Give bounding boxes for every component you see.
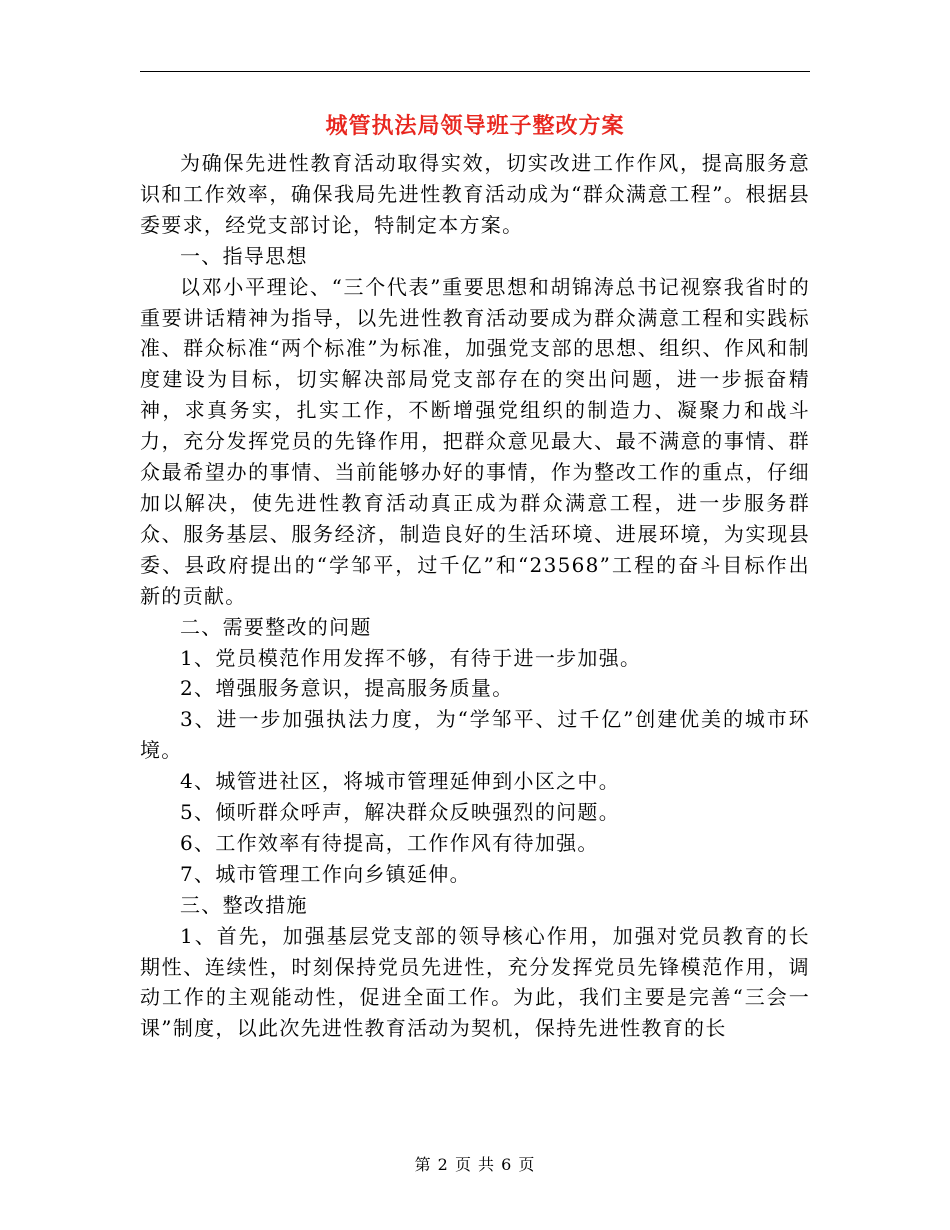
list-item-problem-5: 5、倾听群众呼声，解决群众反映强烈的问题。 [180, 800, 621, 825]
paragraph-guiding-ideology: 以邓小平理论、“三个代表”重要思想和胡锦涛总书记视察我省时的重要讲话精神为指导，以先进性教育活动要成为群众满意工程和实践标准、群众标准“两个标准”为标准，加强党支部的思想、组织、作风和制度建设为目标，切实解决部局党支部存在的突出问题，进一步振奋精神，求真务实，扎实工作，不断增强党组织的制造力、凝聚力和战斗力，充分发挥党员的先锋作用，把群众意见最大、最不满意的事情、群众最希望办的事情、当前能够办好的事情，作为整改工作的重点，仔细加以解决，使先进性教育活动真正成为群众满意工程，进一步服务群众、服务基层、服务经济，制造良好的生活环境、进展环境，为实现县委、县政府提出的“学邹平，过千亿”和“23568”工程的奋斗目标作出新的贡献。 [140, 274, 810, 608]
list-item-problem-2: 2、增强服务意识，提高服务质量。 [180, 676, 514, 701]
list-item-problem-4: 4、城管进社区，将城市管理延伸到小区之中。 [180, 769, 621, 794]
list-item-problem-6: 6、工作效率有待提高，工作作风有待加强。 [180, 830, 599, 855]
paragraph-intro: 为确保先进性教育活动取得实效，切实改进工作作风，提高服务意识和工作效率，确保我局先进性教育活动成为“群众满意工程”。根据县委要求，经党支部讨论，特制定本方案。 [140, 151, 810, 237]
heading-measures: 三、整改措施 [180, 892, 308, 917]
list-item-problem-3: 3、进一步加强执法力度，为“学邹平、过千亿”创建优美的城市环境。 [140, 707, 810, 763]
list-item-problem-1: 1、党员模范作用发挥不够，有待于进一步加强。 [180, 645, 642, 670]
document-title: 城管执法局领导班子整改方案 [325, 113, 625, 139]
list-item-problem-7: 7、城市管理工作向乡镇延伸。 [180, 861, 471, 886]
document-body [140, 148, 810, 1044]
page-number: 第 2 页 共 6 页 [414, 1155, 536, 1174]
paragraph-measure-1: 1、首先，加强基层党支部的领导核心作用，加强对党员教育的长期性、连续性，时刻保持党员先进性，充分发挥党员先锋模范作用，调动工作的主观能动性，促进全面工作。为此，我们主要是完善“三会一课”制度，以此次先进性教育活动为契机，保持先进性教育的长 [140, 923, 810, 1041]
heading-problems: 二、需要整改的问题 [180, 614, 372, 639]
header-rule [140, 71, 810, 72]
heading-guiding-ideology: 一、指导思想 [180, 243, 308, 268]
